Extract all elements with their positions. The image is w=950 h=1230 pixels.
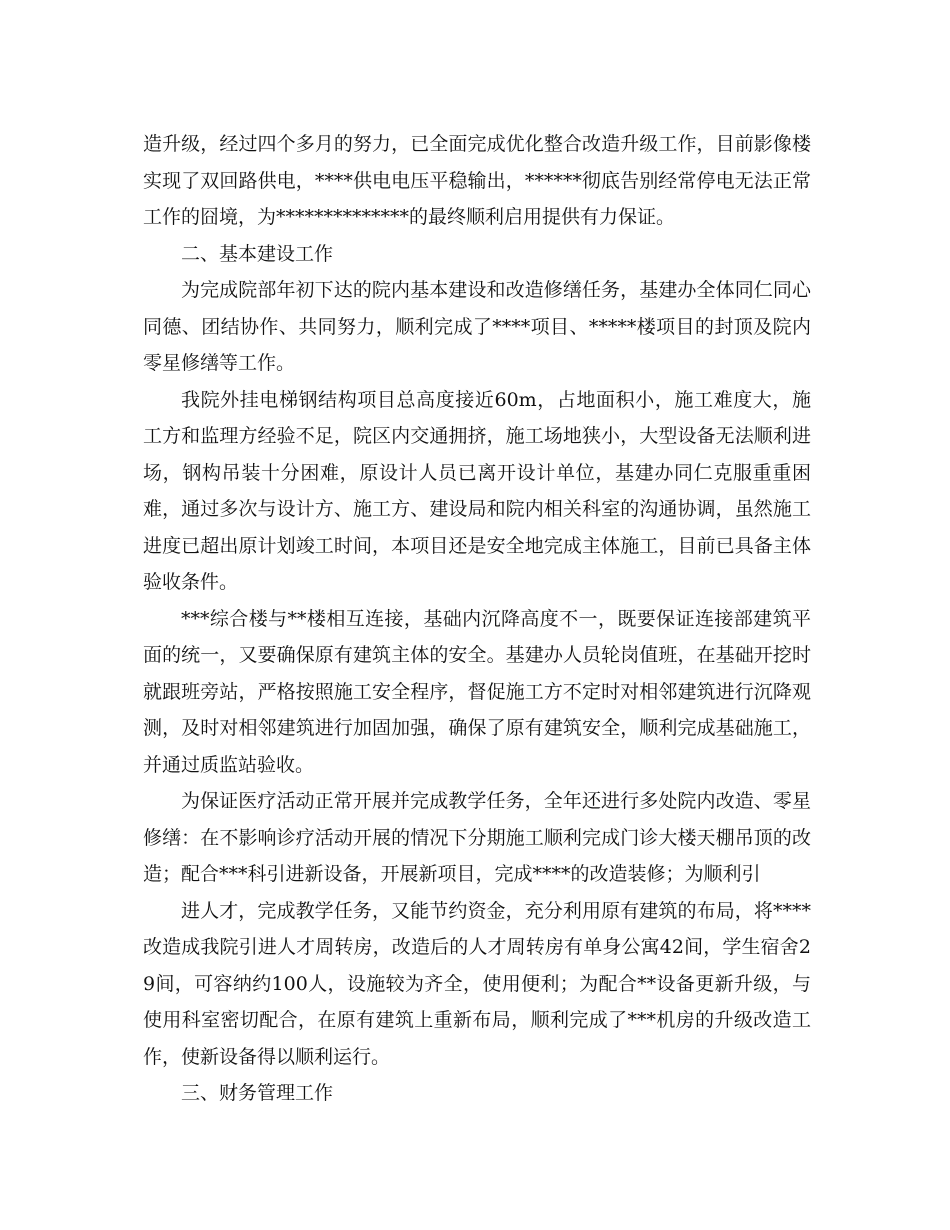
section-heading-construction: 二、基本建设工作 <box>181 242 334 265</box>
document-body <box>143 126 811 1112</box>
paragraph-construction-tasks: 为完成院部年初下达的院内基本建设和改造修缮任务，基建办全体同仁同心同德、团结协作、共同努力，顺利完成了****项目、*****楼项目的封顶及院内零星修缮等工作。 <box>143 279 811 374</box>
paragraph-talent-housing: 进人才，完成教学任务，又能节约资金，充分利用原有建筑的布局，将****改造成我院引进人才周转房，改造后的人才周转房有单身公寓42间，学生宿舍29间，可容纳约100人，设施较为齐全，使用便利；为配合**设备更新升级，与使用科室密切配合，在原有建筑上重新布局，顺利完成了***机房的升级改造工作，使新设备得以顺利运行。 <box>143 899 811 1068</box>
paragraph-elevator-project: 我院外挂电梯钢结构项目总高度接近60m，占地面积小，施工难度大，施工方和监理方经验不足，院区内交通拥挤，施工场地狭小，大型设备无法顺利进场，钢构吊装十分困难，原设计人员已离开设计单位，基建办同仁克服重重困难，通过多次与设计方、施工方、建设局和院内相关科室的沟通协调，虽然施工进度已超出原计划竣工时间，本项目还是安全地完成主体施工，目前已具备主体验收条件。 <box>143 388 811 593</box>
paragraph-building-connection: ***综合楼与**楼相互连接，基础内沉降高度不一，既要保证连接部建筑平面的统一，又要确保原有建筑主体的安全。基建办人员轮岗值班，在基础开挖时就跟班旁站，严格按照施工安全程序，督促施工方不定时对相邻建筑进行沉降观测，及时对相邻建筑进行加固加强，确保了原有建筑安全，顺利完成基础施工，并通过质监站验收。 <box>143 607 811 776</box>
paragraph-renovation-tasks: 为保证医疗活动正常开展并完成教学任务，全年还进行多处院内改造、零星修缮：在不影响诊疗活动开展的情况下分期施工顺利完成门诊大楼天棚吊顶的改造；配合***科引进新设备，开展新项目，完成****的改造装修；为顺利引 <box>143 790 811 885</box>
paragraph-upgrade-summary: 造升级，经过四个多月的努力，已全面完成优化整合改造升级工作，目前影像楼实现了双回路供电，****供电电压平稳输出，******彻底告别经常停电无法正常工作的囧境，为**************的最终顺利启用提供有力保证。 <box>143 133 811 228</box>
section-heading-finance: 三、财务管理工作 <box>181 1082 334 1104</box>
